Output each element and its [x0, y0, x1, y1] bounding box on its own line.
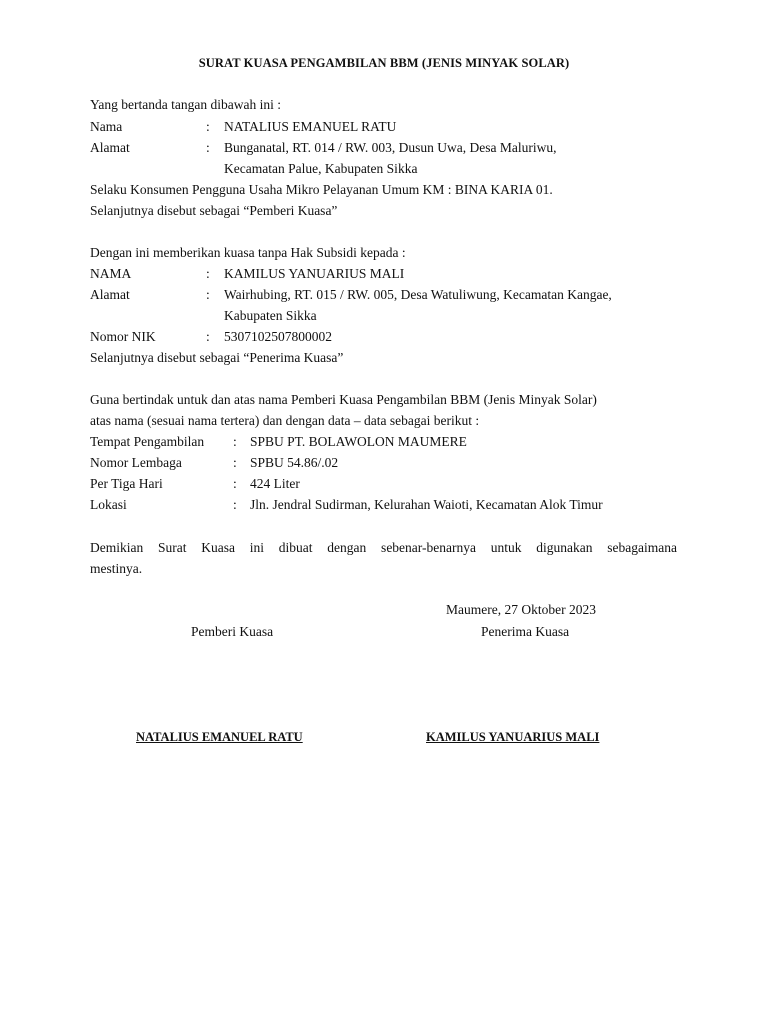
giver-alias: Selanjutnya disebut sebagai “Pemberi Kuasa” [90, 203, 338, 218]
receiver-address-line1: Wairhubing, RT. 015 / RW. 005, Desa Watuliwung, Kecamatan Kangae, [224, 287, 612, 302]
giver-signature-name: NATALIUS EMANUEL RATU [136, 730, 303, 744]
colon: : [206, 287, 210, 302]
receiver-role: Penerima Kuasa [481, 624, 570, 639]
receiver-nik-value: 5307102507800002 [224, 329, 332, 344]
purpose-line-1: Guna bertindak untuk dan atas nama Pemberi Kuasa Pengambilan BBM (Jenis Minyak Solar) [90, 392, 597, 407]
purpose-line-2: atas nama (sesuai nama tertera) dan dengan data – data sebagai berikut : [90, 413, 480, 428]
consumer-line: Selaku Konsumen Pengguna Usaha Mikro Pelayanan Umum KM : BINA KARIA 01. [90, 182, 553, 197]
giver-address-label: Alamat [90, 140, 130, 155]
receiver-alias: Selanjutnya disebut sebagai “Penerima Kuasa” [90, 350, 344, 365]
receiver-address-line2: Kabupaten Sikka [224, 308, 317, 323]
colon: : [206, 266, 210, 281]
giver-address-line2: Kecamatan Palue, Kabupaten Sikka [224, 161, 418, 176]
colon: : [206, 119, 210, 134]
receiver-signature-name: KAMILUS YANUARIUS MALI [426, 730, 600, 744]
colon: : [233, 455, 237, 470]
detail-quota-value: 424 Liter [250, 476, 300, 491]
receiver-nik-label: Nomor NIK [90, 329, 156, 344]
colon: : [233, 497, 237, 512]
document-title: SURAT KUASA PENGAMBILAN BBM (JENIS MINYAK SOLAR) [198, 56, 570, 70]
receiver-name-value: KAMILUS YANUARIUS MALI [224, 266, 405, 281]
closing-line-2: mestinya. [90, 561, 143, 576]
detail-place-value: SPBU PT. BOLAWOLON MAUMERE [250, 434, 467, 449]
detail-quota-label: Per Tiga Hari [90, 476, 163, 491]
colon: : [206, 329, 210, 344]
receiver-address-label: Alamat [90, 287, 130, 302]
detail-location-value: Jln. Jendral Sudirman, Kelurahan Waioti, Kecamatan Alok Timur [250, 497, 603, 512]
receiver-name-label: NAMA [90, 266, 132, 281]
colon: : [233, 434, 237, 449]
detail-location-label: Lokasi [90, 497, 127, 512]
detail-place-label: Tempat Pengambilan [90, 434, 205, 449]
detail-institution-value: SPBU 54.86/.02 [250, 455, 339, 470]
giver-name-value: NATALIUS EMANUEL RATU [224, 119, 397, 134]
closing-line-1: Demikian Surat Kuasa ini dibuat dengan sebenar-benarnya untuk digunakan sebagaimana [90, 540, 677, 555]
colon: : [206, 140, 210, 155]
intro-text: Yang bertanda tangan dibawah ini : [90, 97, 281, 112]
place-date: Maumere, 27 Oktober 2023 [446, 602, 596, 617]
colon: : [233, 476, 237, 491]
giver-address-line1: Bunganatal, RT. 014 / RW. 003, Dusun Uwa, Desa Maluriwu, [224, 140, 557, 155]
grant-intro: Dengan ini memberikan kuasa tanpa Hak Subsidi kepada : [90, 245, 406, 260]
giver-role: Pemberi Kuasa [191, 624, 274, 639]
detail-institution-label: Nomor Lembaga [90, 455, 182, 470]
giver-name-label: Nama [90, 119, 123, 134]
